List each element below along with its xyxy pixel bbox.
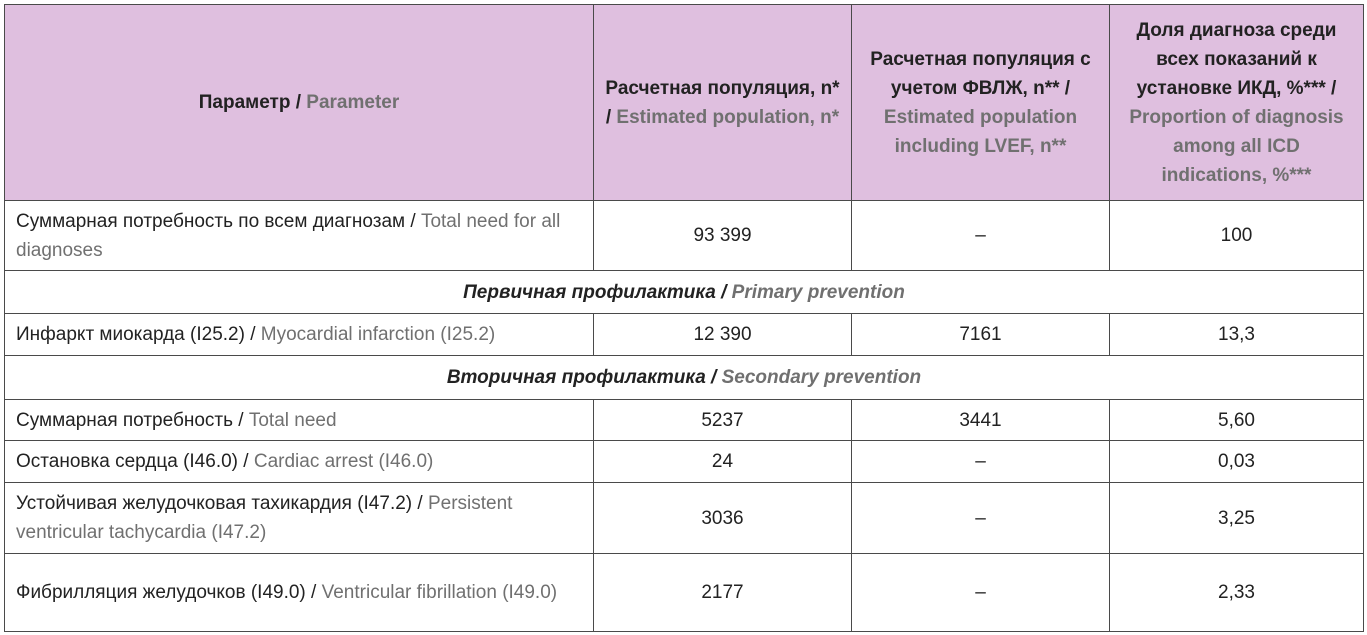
cell-estimated-population: 3036 — [594, 483, 852, 554]
cell-population-lvef: – — [852, 441, 1110, 483]
cell-proportion: 13,3 — [1110, 314, 1364, 356]
table-row — [5, 314, 1364, 356]
cell-proportion: 0,03 — [1110, 441, 1364, 483]
table-row — [5, 554, 1364, 632]
header-population-lvef: Расчетная популяция с учетом ФВЛЖ, n** / Estimated population including LVEF, n** — [852, 5, 1110, 201]
row-label: Фибрилляция желудочков (I49.0) / Ventricular fibrillation (I49.0) — [5, 554, 594, 632]
table-row — [5, 483, 1364, 554]
cell-estimated-population: 24 — [594, 441, 852, 483]
row-label: Суммарная потребность по всем диагнозам / Total need for all diagnoses — [5, 201, 594, 271]
header-diagnosis-proportion: Доля диагноза среди всех показаний к установке ИКД, %*** / Proportion of diagnosis among all ICD indications, %*** — [1110, 5, 1364, 201]
row-label: Суммарная потребность / Total need — [5, 400, 594, 441]
cell-estimated-population: 12 390 — [594, 314, 852, 356]
cell-population-lvef: – — [852, 554, 1110, 632]
header-estimated-population: Расчетная популяция, n* / Estimated population, n* — [594, 5, 852, 201]
row-label: Устойчивая желудочковая тахикардия (I47.2) / Persistent ventricular tachycardia (I47.2) — [5, 483, 594, 554]
cell-estimated-population: 93 399 — [594, 201, 852, 271]
cell-population-lvef: 7161 — [852, 314, 1110, 356]
section-row-primary-prevention — [5, 271, 1364, 314]
cell-proportion: 100 — [1110, 201, 1364, 271]
cell-estimated-population: 5237 — [594, 400, 852, 441]
table-header-row — [5, 5, 1364, 201]
icd-data-table — [4, 4, 1364, 632]
section-title: Первичная профилактика / Primary prevention — [5, 271, 1364, 314]
cell-proportion: 5,60 — [1110, 400, 1364, 441]
table-row — [5, 400, 1364, 441]
cell-estimated-population: 2177 — [594, 554, 852, 632]
table-row — [5, 201, 1364, 271]
cell-population-lvef: – — [852, 483, 1110, 554]
row-label: Инфаркт миокарда (I25.2) / Myocardial infarction (I25.2) — [5, 314, 594, 356]
cell-proportion: 3,25 — [1110, 483, 1364, 554]
section-title: Вторичная профилактика / Secondary prevention — [5, 356, 1364, 400]
cell-population-lvef: 3441 — [852, 400, 1110, 441]
row-label: Остановка сердца (I46.0) / Cardiac arrest (I46.0) — [5, 441, 594, 483]
cell-proportion: 2,33 — [1110, 554, 1364, 632]
header-parameter: Параметр / Parameter — [5, 5, 594, 201]
cell-population-lvef: – — [852, 201, 1110, 271]
table-row — [5, 441, 1364, 483]
section-row-secondary-prevention — [5, 356, 1364, 400]
